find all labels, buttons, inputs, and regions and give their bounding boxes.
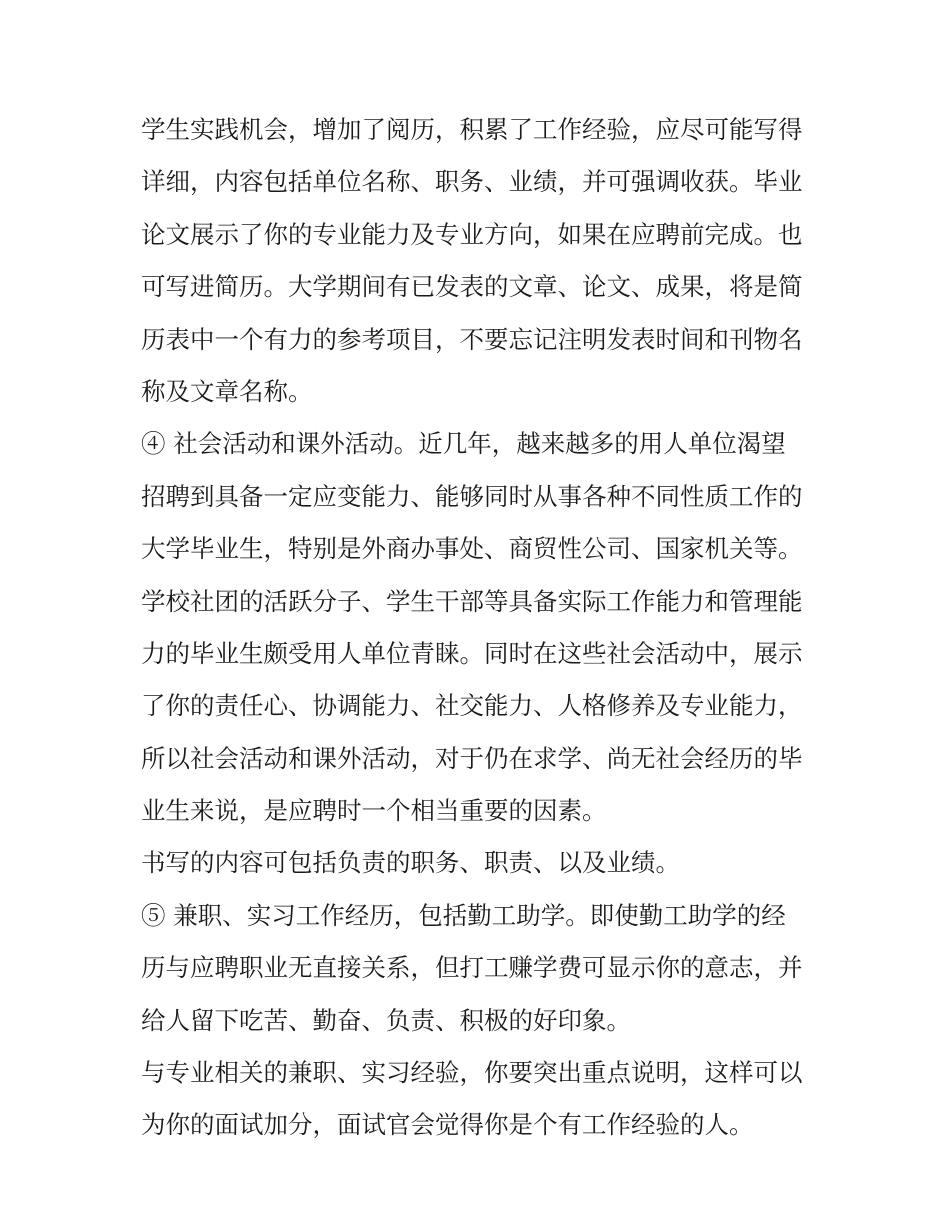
text-line: 所以社会活动和课外活动，对于仍在求学、尚无社会经历的毕 bbox=[141, 743, 803, 773]
text-line: 称及文章名称。 bbox=[141, 376, 313, 406]
text-line: 力的毕业生颇受用人单位青睐。同时在这些社会活动中，展示 bbox=[141, 638, 803, 668]
text-line: 大学毕业生，特别是外商办事处、商贸性公司、国家机关等。 bbox=[141, 534, 803, 564]
text-line: 学生实践机会，增加了阅历，积累了工作经验，应尽可能写得 bbox=[141, 115, 803, 144]
text-line: 业生来说，是应聘时一个相当重要的因素。 bbox=[141, 796, 607, 826]
text-line: 给人留下吃苦、勤奋、负责、积极的好印象。 bbox=[141, 1005, 631, 1035]
text-line: 招聘到具备一定应变能力、能够同时从事各种不同性质工作的 bbox=[141, 481, 803, 511]
text-line: 了你的责任心、协调能力、社交能力、人格修养及专业能力， bbox=[141, 691, 803, 721]
text-line: 为你的面试加分，面试官会觉得你是个有工作经验的人。 bbox=[141, 1110, 754, 1140]
text-line: 历与应聘职业无直接关系，但打工赚学费可显示你的意志，并 bbox=[141, 953, 803, 983]
text-line: 学校社团的活跃分子、学生干部等具备实际工作能力和管理能 bbox=[141, 586, 803, 616]
text-line: 历表中一个有力的参考项目，不要忘记注明发表时间和刊物名 bbox=[141, 324, 803, 354]
text-line: 书写的内容可包括负责的职务、职责、以及业绩。 bbox=[141, 848, 680, 878]
text-line: 可写进简历。大学期间有已发表的文章、论文、成果，将是简 bbox=[141, 272, 803, 302]
text-line: ⑤ 兼职、实习工作经历，包括勤工助学。即使勤工助学的经 bbox=[141, 900, 786, 930]
text-line: ④ 社会活动和课外活动。近几年，越来越多的用人单位渴望 bbox=[141, 429, 786, 459]
text-line: 与专业相关的兼职、实习经验，你要突出重点说明，这样可以 bbox=[141, 1058, 803, 1088]
text-line: 详细，内容包括单位名称、职务、业绩，并可强调收获。毕业 bbox=[141, 167, 803, 197]
text-line: 论文展示了你的专业能力及专业方向，如果在应聘前完成。也 bbox=[141, 219, 803, 249]
body-text bbox=[141, 104, 821, 1152]
